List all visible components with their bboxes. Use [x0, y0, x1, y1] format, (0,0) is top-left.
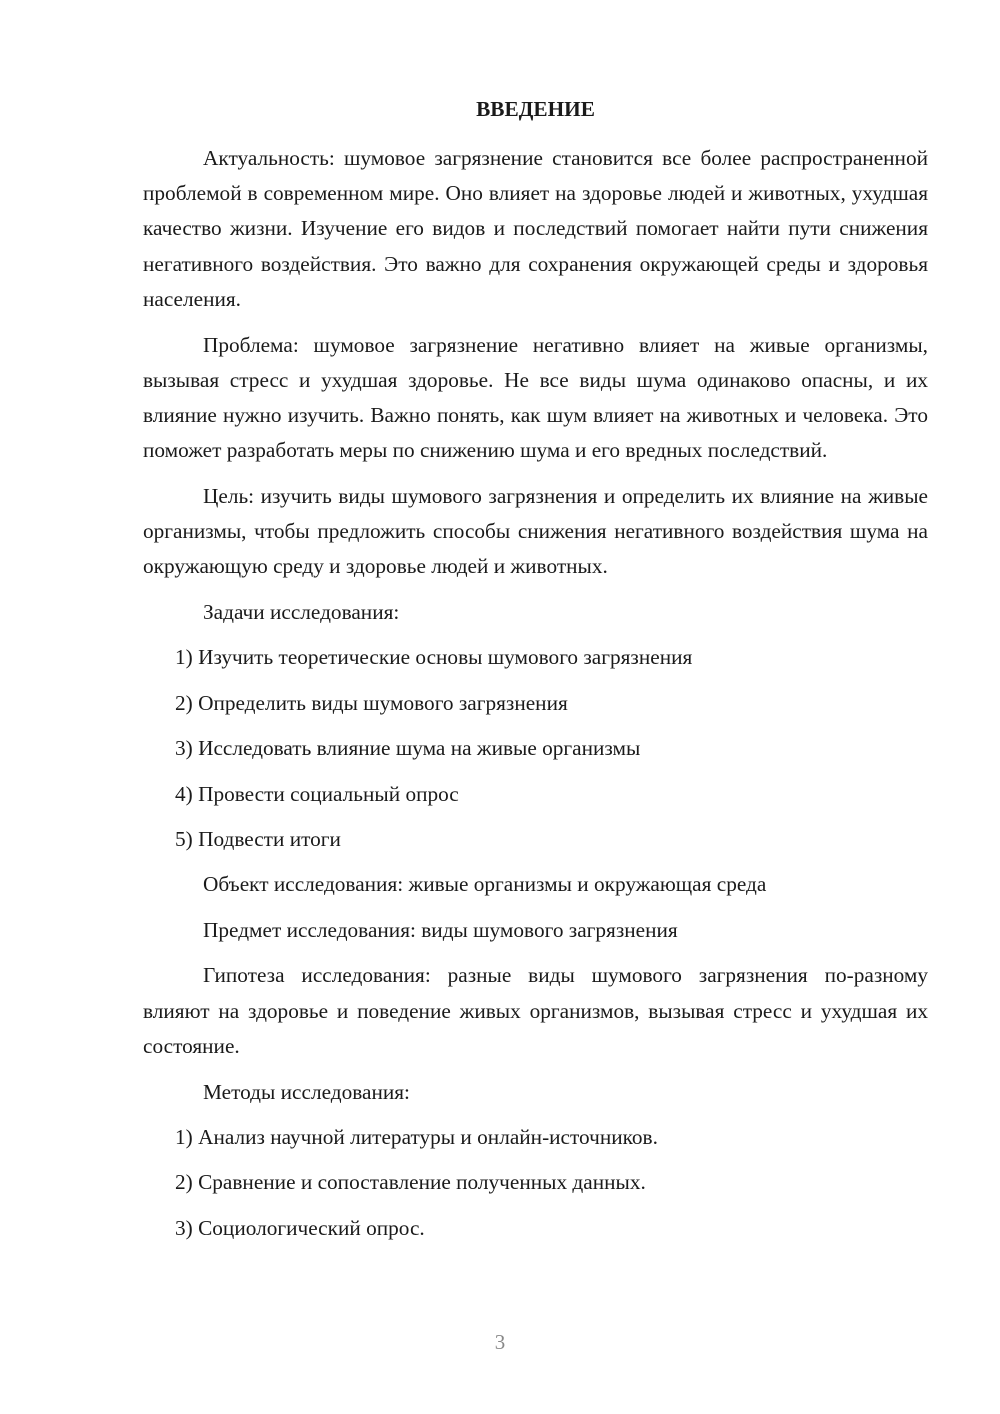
tasks-list	[143, 640, 928, 857]
list-item: 2) Сравнение и сопоставление полученных данных.	[175, 1170, 646, 1195]
list-item: 2) Определить виды шумового загрязнения	[175, 690, 568, 715]
list-item: 4) Провести социальный опрос	[175, 781, 459, 806]
methods-heading: Методы исследования:	[203, 1079, 410, 1104]
page-number: 3	[494, 1330, 506, 1354]
subject-line: Предмет исследования: виды шумового загрязнения	[203, 917, 678, 942]
goal-paragraph: Цель: изучить виды шумового загрязнения и определить их влияние на живые организмы, чтобы предложить способы снижения негативного воздействия шума на окружающую среду и здоровье людей и животных.	[143, 483, 928, 579]
list-item: 5) Подвести итоги	[175, 827, 341, 851]
tasks-heading: Задачи исследования:	[203, 599, 400, 624]
problem-paragraph: Проблема: шумовое загрязнение негативно влияет на живые организмы, вызывая стресс и ухудшая здоровье. Не все виды шума одинаково опасны, и их влияние нужно изучить. Важно понять, как шум влияет на животных и человека. Это поможет разработать меры по снижению шума и его вредных последствий.	[143, 332, 928, 463]
list-item: 3) Исследовать влияние шума на живые организмы	[175, 736, 641, 761]
methods-list	[143, 1120, 928, 1246]
list-item: 1) Анализ научной литературы и онлайн-источников.	[175, 1125, 658, 1149]
document-page	[143, 92, 928, 1256]
relevance-paragraph: Актуальность: шумовое загрязнение становится все более распространенной проблемой в современном мире. Оно влияет на здоровье людей и животных, ухудшая качество жизни. Изучение его видов и последствий помогает найти пути снижения негативного воздействия. Это важно для сохранения окружающей среды и здоровья населения.	[143, 146, 928, 311]
list-item: 3) Социологический опрос.	[175, 1215, 425, 1240]
list-item: 1) Изучить теоретические основы шумового загрязнения	[175, 645, 693, 670]
object-line: Объект исследования: живые организмы и окружающая среда	[203, 872, 767, 897]
document-title: ВВЕДЕНИЕ	[476, 97, 595, 121]
hypothesis-paragraph: Гипотеза исследования: разные виды шумового загрязнения по-разному влияют на здоровье и поведение живых организмов, вызывая стресс и ухудшая их состояние.	[143, 963, 928, 1058]
